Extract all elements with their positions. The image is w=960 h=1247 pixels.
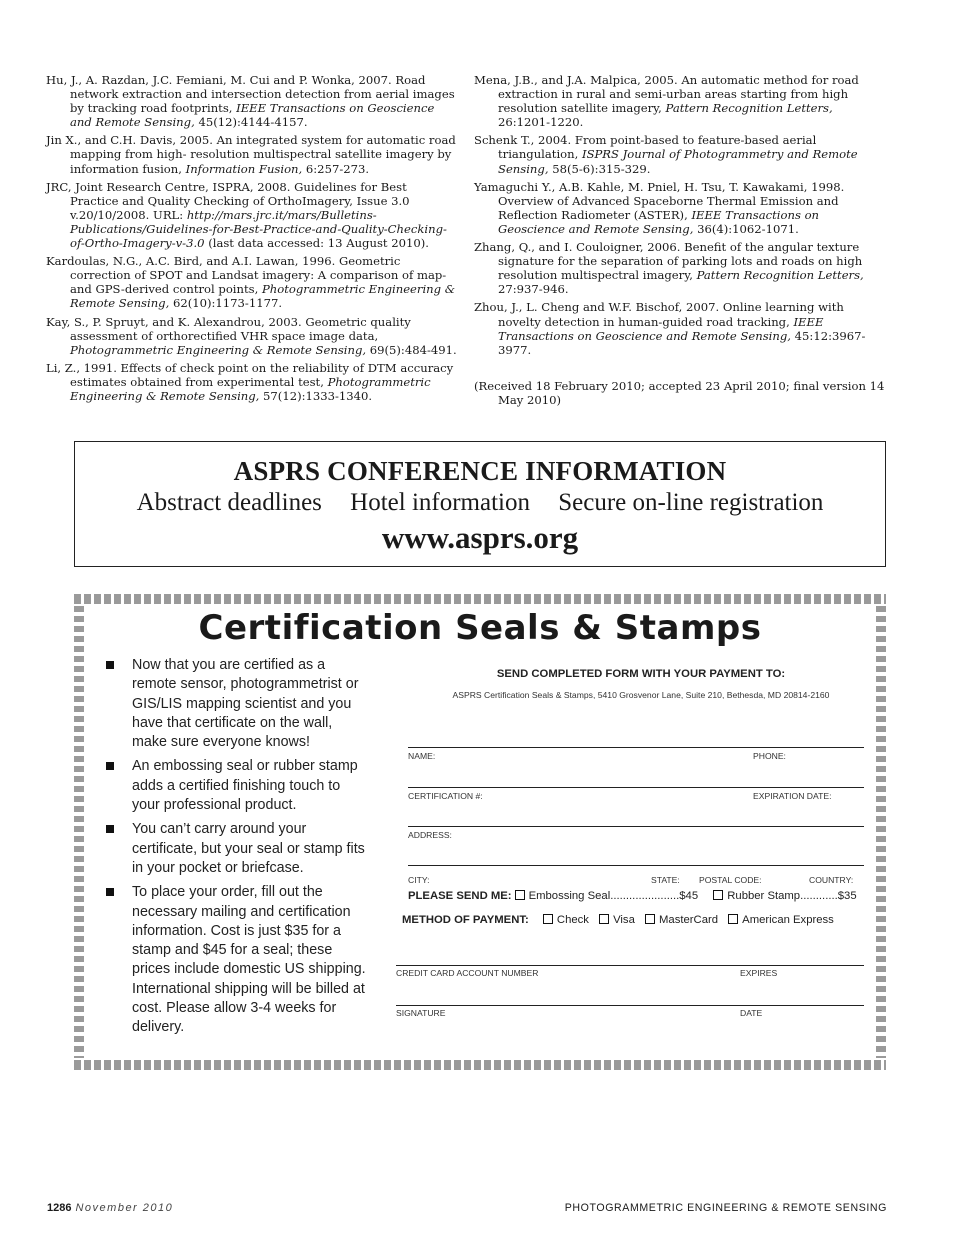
certification-expiration-field[interactable] [408, 787, 864, 801]
state-label: STATE: [651, 875, 680, 885]
conference-items [75, 489, 885, 517]
embossing-seal-checkbox[interactable] [515, 890, 525, 900]
signature-field[interactable] [396, 1005, 864, 1018]
send-address: ASPRS Certification Seals & Stamps, 5410 Grosvenor Lane, Suite 210, Bethesda, MD 20814-2160 [452, 690, 830, 700]
payment-option-mastercard: MasterCard [659, 914, 719, 926]
city-label: CITY: [408, 875, 430, 885]
square-bullet-icon [106, 825, 114, 833]
certification-number-label: CERTIFICATION #: [408, 791, 483, 801]
date-label: DATE [740, 1008, 763, 1018]
address-field[interactable] [408, 826, 864, 840]
journal-name: PHOTOGRAMMETRIC ENGINEERING & REMOTE SENSING [564, 1202, 887, 1214]
bullet-item: You can’t carry around your certificate, but your seal or stamp fits in your pocket or briefcase. [104, 820, 366, 878]
conference-item: Secure on-line registration [558, 489, 824, 516]
certification-ad [74, 594, 886, 1070]
check-checkbox[interactable] [543, 914, 553, 924]
reference-entry: Zhang, Q., and I. Couloigner, 2006. Benefit of the angular texture signature for the separation of parking lots and roads on high resolution multispectral imagery, Pattern Recognition Letters, 27:937-946. [474, 240, 864, 297]
country-label: COUNTRY: [809, 875, 854, 885]
conference-item: Hotel information [350, 489, 530, 516]
payment-option-check: Check [556, 914, 589, 926]
page-number: 1286 [47, 1202, 72, 1214]
visa-checkbox[interactable] [599, 914, 609, 924]
postal-code-label: POSTAL CODE: [699, 875, 762, 885]
credit-card-field[interactable] [396, 965, 864, 978]
square-bullet-icon [106, 762, 114, 770]
reference-entry: Hu, J., A. Razdan, J.C. Femiani, M. Cui and P. Wonka, 2007. Road network extraction and intersection detection from aerial images by tracking road footprints, IEEE Transactions on Geoscience and Remote Sensing, 45(12):4144-4157. [46, 73, 455, 130]
square-bullet-icon [106, 661, 114, 669]
reference-entry: Li, Z., 1991. Effects of check point on the reliability of DTM accuracy estimates obtained from experimental test, Photogrammetric Engineering & Remote Sensing, 57(12):1333-1340. [46, 360, 454, 403]
credit-card-label: CREDIT CARD ACCOUNT NUMBER [396, 968, 539, 978]
conference-title: ASPRS CONFERENCE INFORMATION [233, 456, 727, 486]
certification-title: Certification Seals & Stamps [198, 608, 762, 648]
signature-label: SIGNATURE [396, 1008, 446, 1018]
bullet-item: To place your order, fill out the necessary mailing and certification information. Cost is just $35 for a stamp and $45 for a seal; these prices include domestic US shipping. International shipping will be billed at cost. Please allow 3-4 weeks for delivery. [104, 883, 366, 1037]
received-note: (Received 18 February 2010; accepted 23 April 2010; final version 14 May 2010) [474, 378, 885, 407]
conference-info-box [74, 441, 886, 567]
certification-bullets [104, 656, 366, 1043]
conference-url[interactable]: www.asprs.org [381, 520, 579, 555]
issue-date: November 2010 [75, 1202, 174, 1214]
expires-label: EXPIRES [740, 968, 778, 978]
dashed-border-top [74, 594, 886, 604]
expiration-date-label: EXPIRATION DATE: [753, 791, 832, 801]
please-send-row [408, 890, 857, 902]
reference-entry: Kardoulas, N.G., A.C. Bird, and A.I. Lawan, 1996. Geometric correction of SPOT and Landsat imagery: A comparison of map- and GPS-derived control points, Photogrammetric Engineering & Remote Sensing, 62(10):1173-1177. [46, 254, 456, 311]
phone-label: PHONE: [753, 751, 786, 761]
dashed-border-bottom [74, 1060, 886, 1070]
references-right-column [474, 73, 886, 411]
bullet-item: An embossing seal or rubber stamp adds a certified finishing touch to your professional product. [104, 757, 366, 815]
rubber-stamp-option: Rubber Stamp............$35 [727, 890, 857, 902]
city-line[interactable] [408, 865, 864, 866]
payment-method-label: METHOD OF PAYMENT: [402, 914, 529, 926]
please-send-label: PLEASE SEND ME: [408, 890, 512, 902]
bullet-item: Now that you are certified as a remote sensor, photogrammetrist or GIS/LIS mapping scientist and you have that certificate on the wall, make sure everyone knows! [104, 656, 366, 752]
reference-entry: Yamaguchi Y., A.B. Kahle, M. Pniel, H. Tsu, T. Kawakami, 1998. Overview of Advanced Spaceborne Thermal Emission and Reflection Radiometer (ASTER), IEEE Transactions on Geoscience and Remote Sensing, 36(4):1062-1071. [474, 179, 845, 236]
reference-entry: JRC, Joint Research Centre, ISPRA, 2008. Guidelines for Best Practice and Quality Checking of OrthoImagery, Issue 3.0 v.20/10/2008. URL: http://mars.jrc.it/mars/Bulletins-Publications/Guidelines-for-Best-Practice-and-Quality-Checking-of-Ortho-Imagery-v-3.0 (last data accessed: 13 August 2010). [46, 179, 447, 251]
order-form [396, 668, 866, 1018]
reference-entry: Zhou, J., L. Cheng and W.F. Bischof, 2007. Online learning with novelty detection in human-guided road tracking, IEEE Transactions on Geoscience and Remote Sensing, 45:12:3967-3977. [474, 300, 866, 357]
conference-item: Abstract deadlines [136, 489, 322, 516]
references-left-column [46, 73, 458, 407]
reference-entry: Jin X., and C.H. Davis, 2005. An integrated system for automatic road mapping from high- resolution multispectral satellite imagery by information fusion, Information Fusion, 6:257-273. [46, 133, 456, 176]
send-form-title: SEND COMPLETED FORM WITH YOUR PAYMENT TO: [496, 668, 786, 680]
reference-entry: Mena, J.B., and J.A. Malpica, 2005. An automatic method for road extraction in rural and semi-urban areas starting from high resolution satellite imagery, Pattern Recognition Letters, 26:1201-1220. [474, 73, 859, 130]
reference-entry: Kay, S., P. Spruyt, and K. Alexandrou, 2003. Geometric quality assessment of orthorectified VHR space image data, Photogrammetric Engineering & Remote Sensing, 69(5):484-491. [46, 314, 457, 357]
square-bullet-icon [106, 888, 114, 896]
address-label: ADDRESS: [408, 830, 452, 840]
payment-method-row [402, 914, 838, 926]
name-phone-field[interactable] [408, 747, 864, 761]
payment-option-amex: American Express [742, 914, 834, 926]
reference-entry: Schenk T., 2004. From point-based to feature-based aerial triangulation, ISPRS Journal of Photogrammetry and Remote Sensing, 58(5-6):315-329. [474, 133, 858, 176]
page-footer-left [47, 1202, 173, 1214]
embossing-seal-option: Embossing Seal......................$45 [528, 890, 699, 902]
rubber-stamp-checkbox[interactable] [713, 890, 723, 900]
mastercard-checkbox[interactable] [645, 914, 655, 924]
dashed-border-left [74, 606, 84, 1058]
dashed-border-right [876, 606, 886, 1058]
amex-checkbox[interactable] [728, 914, 738, 924]
name-label: NAME: [408, 751, 436, 761]
payment-option-visa: Visa [613, 914, 635, 926]
